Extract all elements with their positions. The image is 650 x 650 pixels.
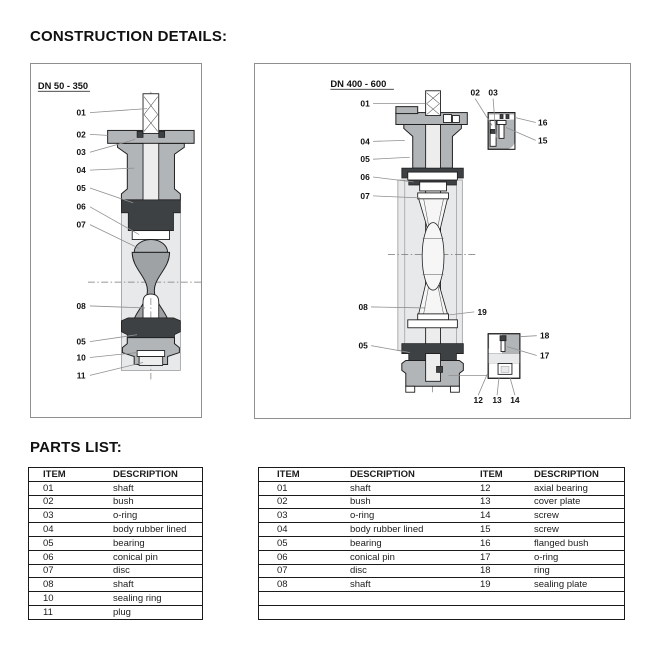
parts-table-dn400-600 xyxy=(258,467,625,620)
item-label: 16 xyxy=(538,117,548,128)
item-label: 12 xyxy=(473,395,483,406)
flange-lip xyxy=(396,107,418,114)
disc-center-lens xyxy=(422,223,444,290)
sealing-ring xyxy=(137,351,165,357)
o-ring-detail xyxy=(491,129,496,133)
table-cell: bearing xyxy=(113,536,203,550)
table-cell: 11 xyxy=(29,605,114,619)
table-row xyxy=(29,536,203,550)
item-label: 05 xyxy=(360,154,370,165)
table-row xyxy=(259,605,625,619)
table-row xyxy=(29,495,203,509)
item-label: 17 xyxy=(539,350,550,361)
table-cell: disc xyxy=(350,564,480,578)
table-cell: screw xyxy=(534,509,625,523)
item-label: 01 xyxy=(76,107,86,118)
diagram-panel-dn400-600 xyxy=(254,63,631,419)
diagram-title-dn50-350: DN 50 - 350 xyxy=(37,80,89,91)
construction-details-title: CONSTRUCTION DETAILS: xyxy=(30,28,228,45)
item-label: 05 xyxy=(358,340,368,351)
table-row xyxy=(259,523,625,537)
table-cell: 02 xyxy=(259,495,351,509)
table-cell xyxy=(350,605,480,619)
cover-plate-detail xyxy=(488,354,520,364)
table-cell: 07 xyxy=(259,564,351,578)
screw-stem-detail xyxy=(499,124,504,138)
table-cell: body rubber lined xyxy=(350,523,480,537)
shaft-top-end xyxy=(143,94,159,134)
flange-bush-seat2 xyxy=(452,116,459,123)
table-cell xyxy=(259,592,351,606)
table-cell: sealing ring xyxy=(113,592,203,606)
valve-drawing-dn400-600 xyxy=(255,64,630,418)
upper-bearing xyxy=(121,200,180,231)
table-row xyxy=(259,536,625,550)
table-row xyxy=(259,481,625,495)
table-cell: 01 xyxy=(29,481,114,495)
table-cell: 18 xyxy=(480,564,534,578)
table-row xyxy=(29,481,203,495)
table-cell: 04 xyxy=(259,523,351,537)
ring-detail xyxy=(500,336,506,341)
table-row xyxy=(29,578,203,592)
table-cell xyxy=(480,592,534,606)
table-cell: body rubber lined xyxy=(113,523,203,537)
diagram-title-dn400-600: DN 400 - 600 xyxy=(330,77,387,89)
item-label: 13 xyxy=(492,395,502,406)
table-cell: bush xyxy=(350,495,480,509)
table-cell: shaft xyxy=(350,481,480,495)
table-cell: cover plate xyxy=(534,495,625,509)
header-row xyxy=(29,468,203,482)
plug xyxy=(139,357,163,366)
table-cell: bush xyxy=(113,495,203,509)
item-labels xyxy=(76,108,86,381)
detail-callout-top xyxy=(488,113,515,150)
shaft-washer xyxy=(132,231,169,240)
shaft-top-end xyxy=(426,91,441,116)
table-cell: 02 xyxy=(29,495,114,509)
table-cell: 12 xyxy=(480,481,534,495)
item-label: 18 xyxy=(539,330,550,341)
table-row xyxy=(29,564,203,578)
column-header: ITEM xyxy=(480,468,503,480)
item-label: 02 xyxy=(470,87,480,98)
item-label: 15 xyxy=(538,135,548,146)
table-cell: conical pin xyxy=(113,550,203,564)
flange-bush-seat xyxy=(443,115,451,123)
column-header: DESCRIPTION xyxy=(534,468,599,480)
item-label: 01 xyxy=(360,98,370,109)
table-cell: screw xyxy=(534,523,625,537)
table-cell: 14 xyxy=(480,509,534,523)
table-row xyxy=(259,578,625,592)
item-label: 19 xyxy=(477,306,487,317)
table-row xyxy=(29,550,203,564)
table-cell xyxy=(534,605,625,619)
column-header: DESCRIPTION xyxy=(113,468,178,480)
item-label: 02 xyxy=(76,129,86,140)
column-header: ITEM xyxy=(277,468,300,480)
column-header: DESCRIPTION xyxy=(350,468,415,480)
valve-drawing-dn50-350 xyxy=(31,64,201,417)
table-cell: 19 xyxy=(480,578,534,592)
table-cell: o-ring xyxy=(534,550,625,564)
table-cell: 03 xyxy=(29,509,114,523)
table-cell: 03 xyxy=(259,509,351,523)
item-label: 05 xyxy=(76,182,86,193)
table-cell: bearing xyxy=(350,536,480,550)
table-cell: shaft xyxy=(350,578,480,592)
item-label: 04 xyxy=(76,165,86,176)
table-cell xyxy=(534,592,625,606)
table-cell: 01 xyxy=(259,481,351,495)
item-label: 11 xyxy=(76,370,86,381)
column-header: ITEM xyxy=(43,468,66,480)
table-cell: shaft xyxy=(113,578,203,592)
table-row xyxy=(29,592,203,606)
item-label: 03 xyxy=(76,147,86,158)
upper-collar-plate xyxy=(408,172,458,180)
table-cell: 16 xyxy=(480,536,534,550)
table-cell: 08 xyxy=(29,578,114,592)
axial-bearing-mark xyxy=(437,366,443,372)
table-row xyxy=(259,564,625,578)
screw-head-detail xyxy=(497,121,506,125)
item-label: 05 xyxy=(76,336,86,347)
table-cell: axial bearing xyxy=(534,481,625,495)
valve-cross-section xyxy=(388,91,477,393)
disc-top-hub xyxy=(418,193,449,199)
table-cell: 15 xyxy=(480,523,534,537)
table-cell: o-ring xyxy=(350,509,480,523)
table-cell: o-ring xyxy=(113,509,203,523)
table-row xyxy=(259,592,625,606)
table-cell: 17 xyxy=(480,550,534,564)
table-row xyxy=(259,509,625,523)
o-ring-right xyxy=(159,131,165,137)
sealing-plate xyxy=(408,320,458,328)
oring-pin-detail xyxy=(501,341,505,352)
table-cell: 04 xyxy=(29,523,114,537)
item-label: 07 xyxy=(360,190,370,201)
table-row xyxy=(259,550,625,564)
item-label: 03 xyxy=(488,87,498,98)
table-row xyxy=(259,495,625,509)
table-cell: 13 xyxy=(480,495,534,509)
item-label: 08 xyxy=(358,301,368,312)
table-cell: ring xyxy=(534,564,625,578)
item-label: 04 xyxy=(360,136,370,147)
diagram-panel-dn50-350 xyxy=(30,63,202,418)
table-cell: conical pin xyxy=(350,550,480,564)
table-row xyxy=(29,509,203,523)
item-label: 10 xyxy=(76,352,86,363)
foot-right xyxy=(450,386,459,392)
o-ring-left xyxy=(137,131,143,137)
parts-list-title: PARTS LIST: xyxy=(30,439,122,456)
table-cell: 05 xyxy=(259,536,351,550)
foot-left xyxy=(406,386,415,392)
table-row xyxy=(29,523,203,537)
table-cell: shaft xyxy=(113,481,203,495)
item-label: 07 xyxy=(76,219,86,230)
table-cell: 08 xyxy=(259,578,351,592)
conical-pin-collar xyxy=(420,182,447,191)
table-cell: 05 xyxy=(29,536,114,550)
table-cell: 06 xyxy=(259,550,351,564)
table-cell: disc xyxy=(113,564,203,578)
table-cell: flanged bush xyxy=(534,536,625,550)
table-cell: 06 xyxy=(29,550,114,564)
item-label: 14 xyxy=(510,395,520,406)
table-cell xyxy=(350,592,480,606)
table-cell: sealing plate xyxy=(534,578,625,592)
table-row xyxy=(29,605,203,619)
table-cell: 07 xyxy=(29,564,114,578)
table-cell: plug xyxy=(113,605,203,619)
table-cell xyxy=(259,605,351,619)
item-label: 06 xyxy=(360,172,370,183)
disc-bottom-hub xyxy=(418,314,449,320)
item-label: 06 xyxy=(76,201,86,212)
parts-table-dn50-350 xyxy=(28,467,203,620)
table-cell xyxy=(480,605,534,619)
table-cell: 10 xyxy=(29,592,114,606)
header-row xyxy=(259,468,625,482)
item-label: 08 xyxy=(76,300,86,311)
